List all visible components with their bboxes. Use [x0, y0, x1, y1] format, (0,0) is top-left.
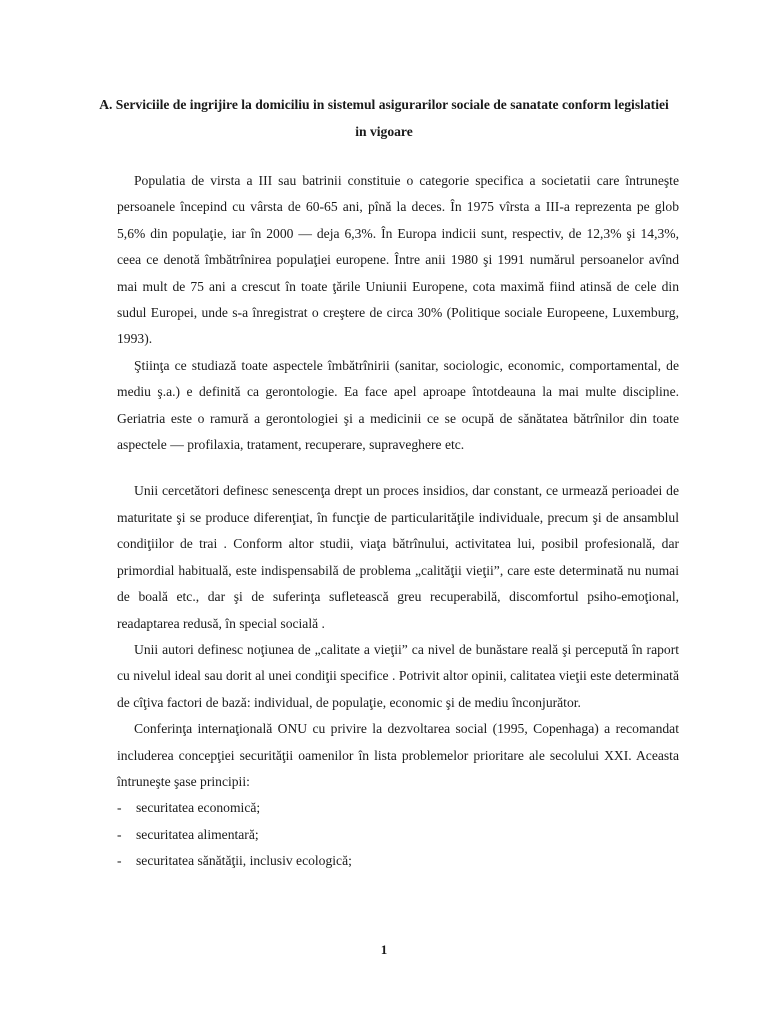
bullet-marker: - — [117, 826, 122, 842]
paragraph-gap — [117, 458, 679, 478]
document-title: A. Serviciile de ingrijire la domiciliu in sistemul asigurarilor sociale de sanatate conform legislatiei in vigoare — [99, 97, 669, 139]
list-item-text: securitatea alimentară; — [136, 826, 259, 842]
principles-list — [117, 795, 679, 874]
paragraph-quality-of-life: Unii autori definesc noţiunea de „calitate a vieţii” ca nivel de bunăstare reală şi percepută în raport cu nivelul ideal sau dorit al unei condiţii specifice . Potrivit altor opinii, calitatea vieţii este determinată de cîţiva factori de bază: individual, de populaţie, economic şi de mediu înconjurător. — [117, 641, 679, 710]
page-number: 1 — [380, 942, 388, 957]
paragraph-un-conference: Conferinţa internaţională ONU cu privire la dezvoltarea social (1995, Copenhaga) a recomandat includerea concepţiei securităţii oamenilor în lista problemelor prioritare ale secolului XXI. Aceasta întruneşte şase principii: — [117, 721, 679, 789]
document-body — [117, 168, 679, 875]
paragraph-senescence: Unii cercetători definesc senescenţa drept un proces insidios, dar constant, ce urmează perioadei de maturitate şi se produce diferenţiat, în funcţie de particularităţile individuale, precum şi de ansamblul condiţiilor de trai . Conform altor studii, viaţa bătrînului, activitatea lui, posibil profesională, dar primordial habituală, este indispensabilă de problema „calităţii vieţii”, care este determinată nu numai de boală etc., dar şi de suferinţa sufletească greu recuperabilă, discomfortul psiho-emoţional, readaptarea redusă, în special socială . — [117, 483, 679, 631]
list-item — [117, 795, 679, 821]
paragraph-population-age: Populatia de virsta a III sau batrinii constituie o categorie specifica a societatii care întruneşte persoanele începind cu vârsta de 60-65 ani, pînă la deces. În 1975 vîrsta a III-a reprezenta pe glob 5,6% din populaţie, iar în 2000 — deja 6,3%. În Europa indicii sunt, respectiv, de 12,3% şi 14,3%, ceea ce denotă îmbătrînirea populaţiei europene. Între anii 1980 şi 1991 numărul persoanelor avînd mai mult de 75 ani a crescut în toate ţările Uniunii Europene, cota maximă fiind atinsă de cele din sudul Europei, unde s-a înregistrat o creştere de circa 30% (Politique sociale Europeene, Luxemburg, 1993). — [117, 173, 679, 347]
paragraph-gerontology: Ştiinţa ce studiază toate aspectele îmbătrînirii (sanitar, sociologic, economic, comportamental, de mediu ş.a.) e definită ca gerontologie. Ea face apel aproape întotdeauna la mai multe discipline. Geriatria este o ramură a gerontologiei şi a medicinii ce se ocupă de sănătatea bătrînilor din toate aspectele — profilaxia, tratament, recuperare, supraveghere etc. — [117, 357, 679, 453]
list-item — [117, 822, 679, 848]
list-item-text: securitatea sănătăţii, inclusiv ecologică; — [136, 853, 352, 869]
list-item-text: securitatea economică; — [136, 800, 261, 816]
bullet-marker: - — [117, 853, 122, 869]
bullet-marker: - — [117, 800, 122, 816]
list-item — [117, 848, 679, 874]
